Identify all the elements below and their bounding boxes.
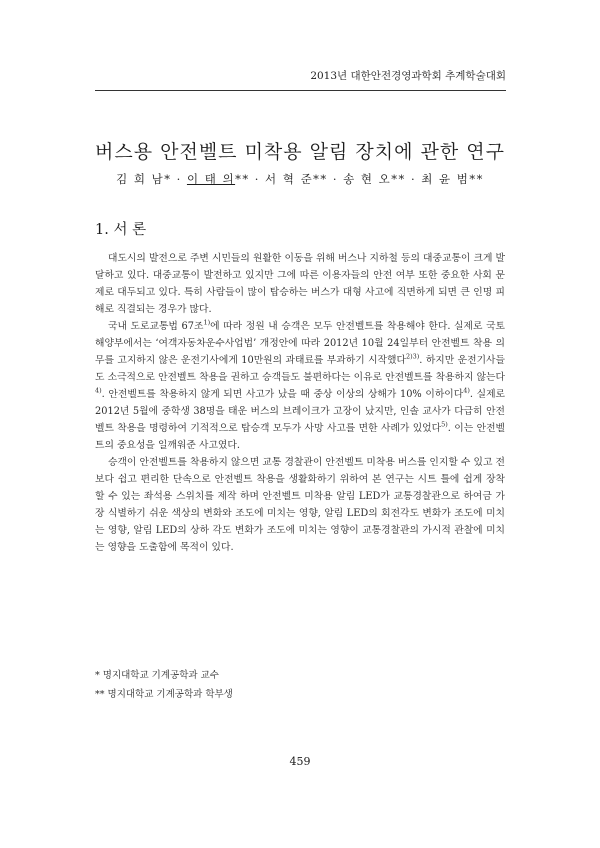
text-run: . 하지만 운전기사들도 소극적으로 안전벨트 착용을 권하고 승객들도 불편하다는 이유로 안전벨트를 착용하지 않는다 bbox=[95, 355, 505, 383]
citation: 2)3) bbox=[405, 352, 420, 361]
author-separator: · bbox=[249, 172, 266, 186]
author-line bbox=[0, 171, 600, 187]
paragraph: 승객이 안전벨트를 착용하지 않으면 교통 경찰관이 안전벨트 미착용 버스를 인지할 수 있고 전보다 쉽고 편리한 단속으로 안전벨트 착용을 생활화하기 위하여 본 연구는 시트 틀에 쉽게 장착 할 수 있는 좌석용 스위치를 제작 하며 안전벨트 미착용 알림 LED가 교통경찰관으로 하여금 가장 식별하기 쉬운 색상의 변화와 조도에 미치는 영향, 알림 LED의 회전각도 변화가 조도에 미치는 영향, 알림 LED의 상하 각도 변화가 조도에 미치는 영향이 교통경찰관의 가시적 관찰에 미치는 영향을 도출함에 목적이 있다. bbox=[95, 457, 505, 553]
author-2-mark: ** bbox=[235, 172, 250, 186]
text-run: 에 따라 정원 내 승객은 모두 안전벨트를 착용해야 한다. 실제로 국토해양부에서는 ‘여객자동차운수사업법’ 개정안에 따라 2012년 10월 24일부터 안전벨트 착용 의무를 고지하지 않은 운전기사에게 10만원의 과태료를 부과하기 시작했다 bbox=[95, 321, 506, 366]
paragraph: 대도시의 발전으로 주변 시민들의 원활한 이동을 위해 버스나 지하철 등의 대중교통이 크게 발달하고 있다. 대중교통이 발전하고 있지만 그에 따른 이용자들의 안전 여부 또한 중요한 사회 문제로 대두되고 있다. 특히 사람들이 많이 탑승하는 버스가 대형 사고에 직면하게 되면 큰 인명 피해로 직결되는 경우가 많다. bbox=[95, 253, 505, 315]
citation: 1) bbox=[203, 318, 211, 327]
footnote: ** 명지대학교 기계공학과 학부생 bbox=[95, 689, 233, 700]
citation: 4) bbox=[463, 386, 470, 395]
section-heading bbox=[95, 218, 146, 239]
paper-title: 버스용 안전벨트 미착용 알림 장치에 관한 연구 bbox=[95, 140, 505, 163]
author-separator: · bbox=[327, 172, 344, 186]
author-5: 최 윤 범** bbox=[421, 172, 484, 186]
author-3: 서 혁 준** bbox=[265, 172, 328, 186]
author-2: 이 태 의 bbox=[186, 172, 236, 186]
text-run: . 이는 안전벨트의 중요성을 일깨워준 사고였다. bbox=[95, 423, 505, 451]
body-text bbox=[95, 250, 505, 556]
footnote: * 명지대학교 기계공학과 교수 bbox=[95, 670, 219, 681]
author-separator: · bbox=[405, 172, 422, 186]
conference-name: 2013년 대한안전경영과학회 추계학술대회 bbox=[310, 70, 506, 82]
section-number: 1. bbox=[95, 222, 109, 238]
paragraph bbox=[95, 318, 505, 454]
text-run: 국내 도로교통법 67조 bbox=[108, 321, 204, 332]
running-header bbox=[95, 68, 506, 91]
author-4: 송 현 오** bbox=[343, 172, 406, 186]
citation: 5) bbox=[441, 420, 448, 429]
section-title: 서 론 bbox=[113, 222, 147, 238]
footnotes bbox=[95, 666, 505, 704]
citation: 4) bbox=[95, 386, 102, 395]
page-number: 459 bbox=[289, 755, 311, 768]
author-separator: · bbox=[171, 172, 187, 186]
text-run: . 실제로 2012년 5월에 중학생 38명을 태운 버스의 브레이크가 고장이 났지만, 인솔 교사가 다급히 안전벨트 착용을 명령하여 기적적으로 탑승객 모두가 사망 사고를 면한 사례가 있었다 bbox=[95, 389, 506, 434]
author-1: 김 희 남* bbox=[116, 172, 172, 186]
text-run: . 안전벨트를 착용하지 않게 되면 사고가 났을 때 중상 이상의 상해가 10% 이하이다 bbox=[101, 389, 464, 400]
